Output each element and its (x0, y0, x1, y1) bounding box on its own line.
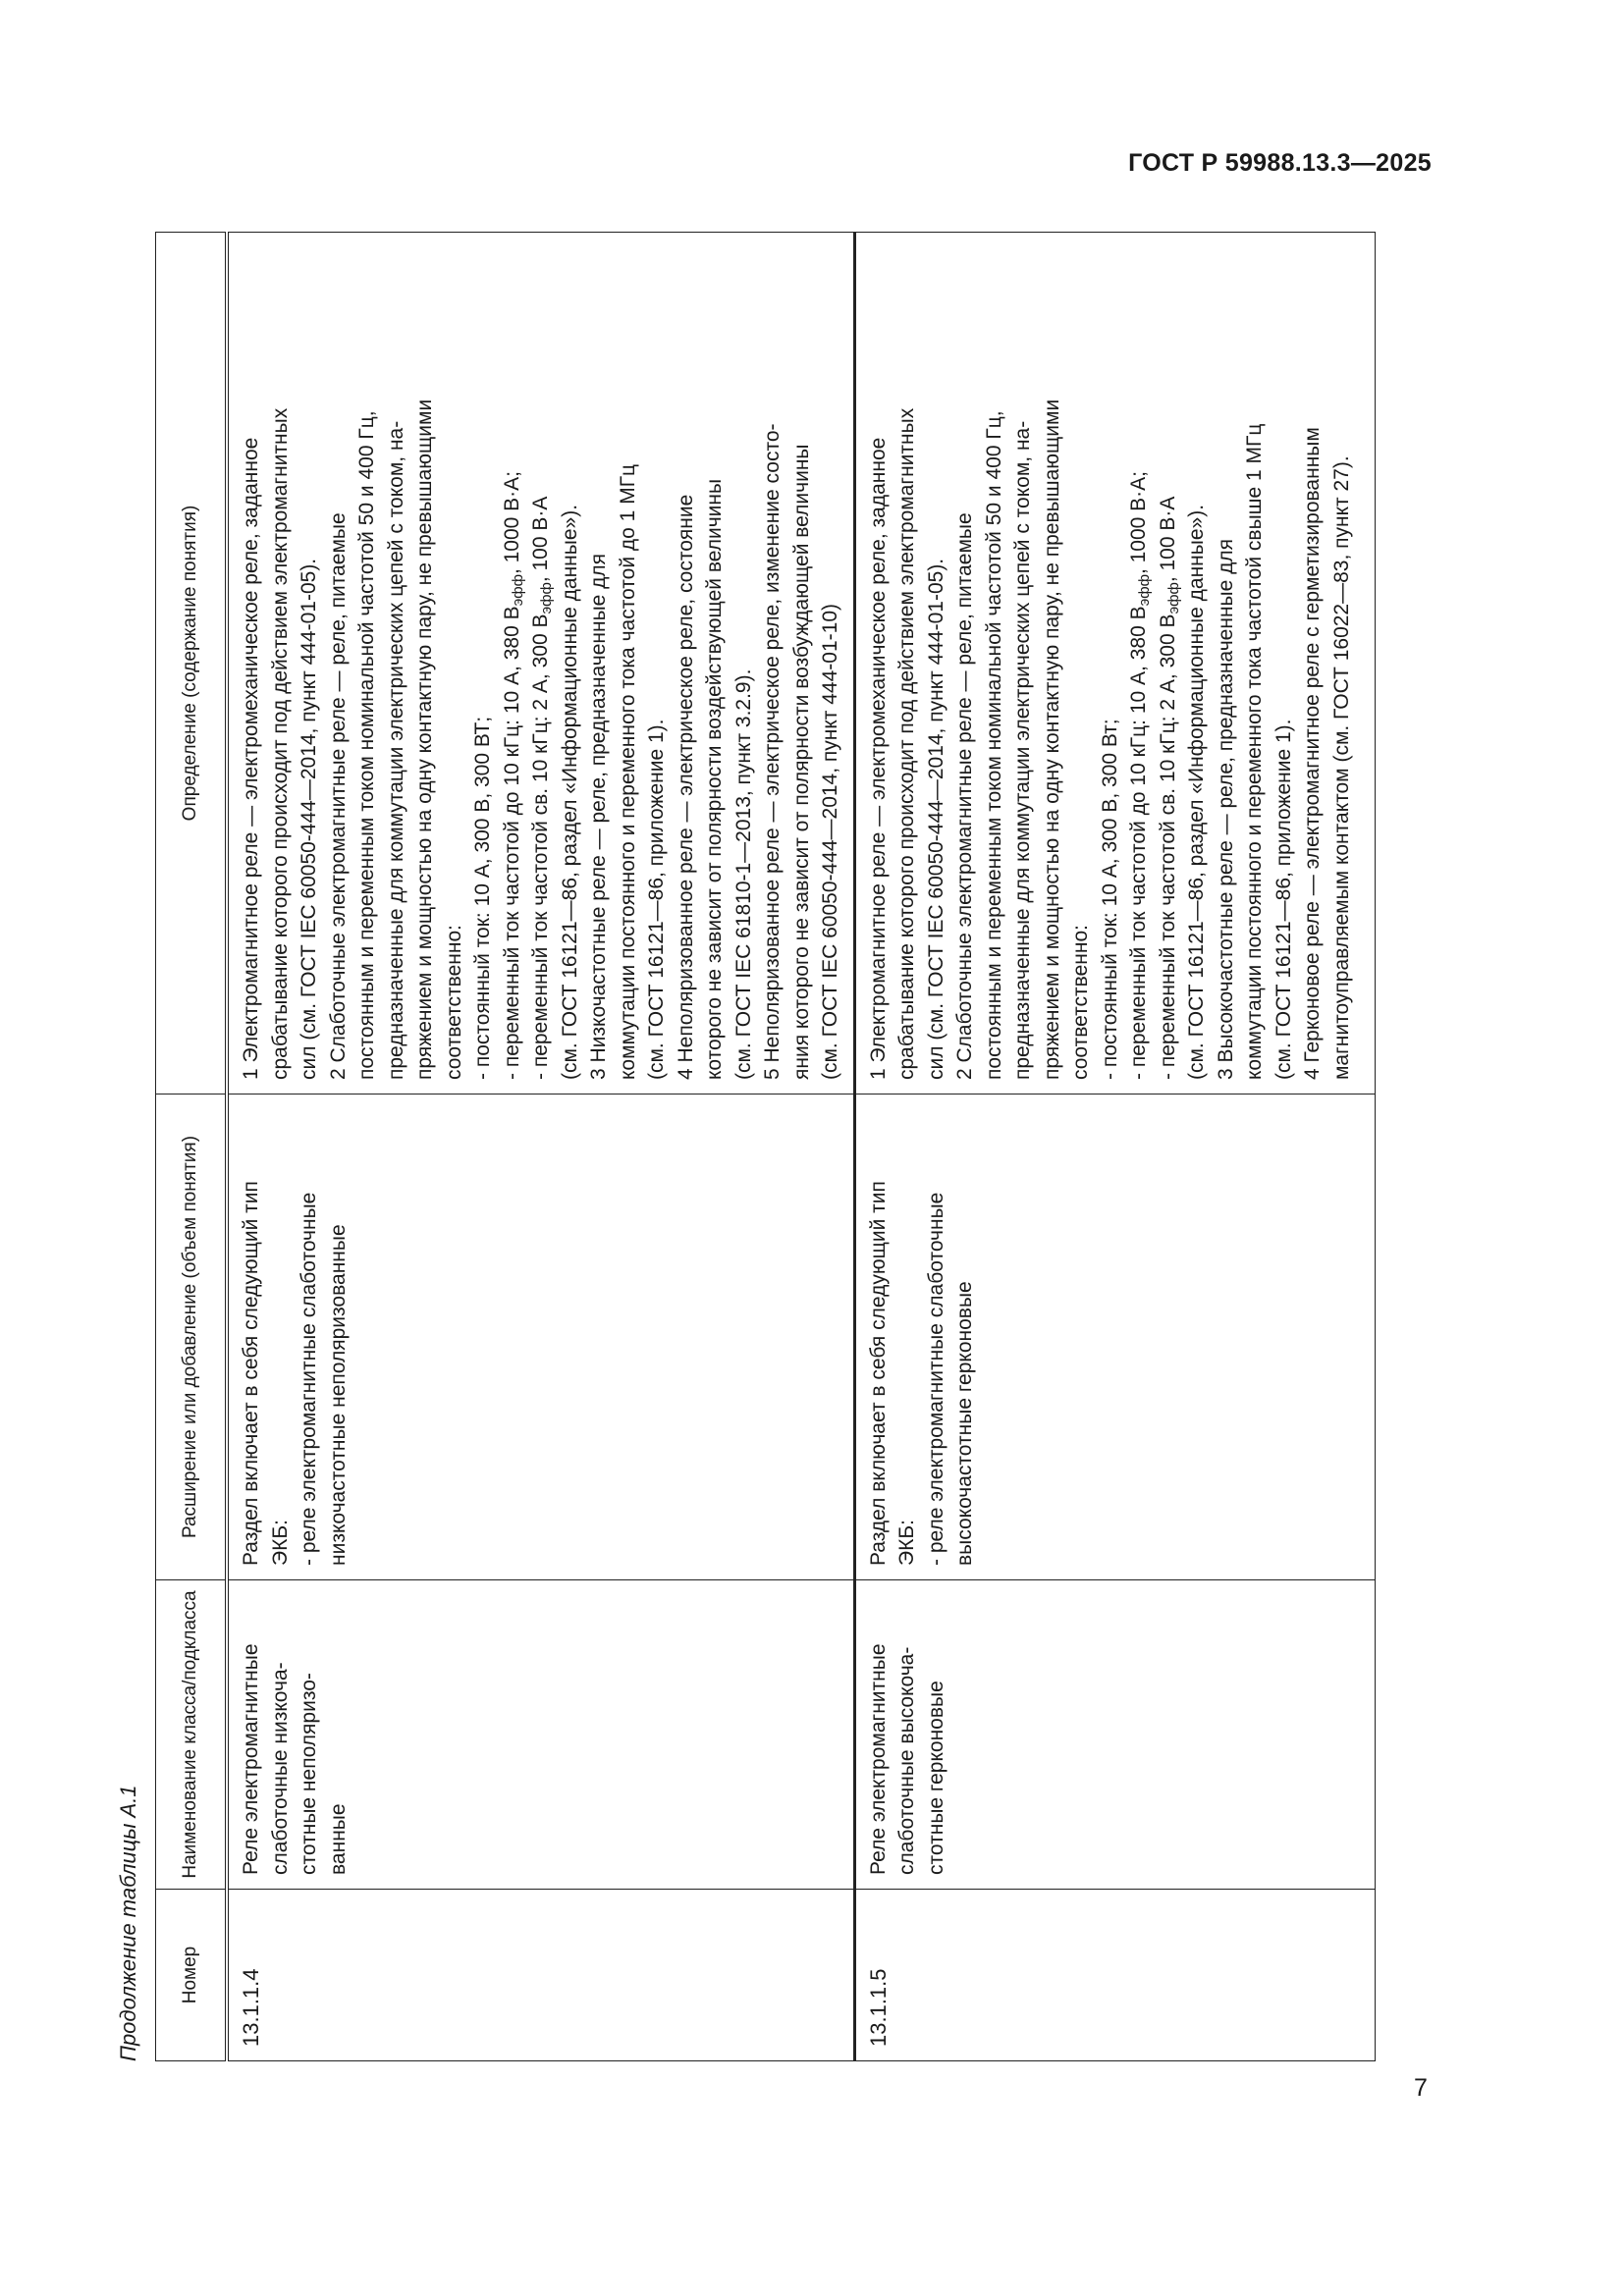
document-code: ГОСТ Р 59988.13.3—2025 (1128, 149, 1432, 177)
page-number: 7 (1414, 2074, 1428, 2102)
definitions-table (155, 232, 1376, 2061)
row-class-name: Реле электромагнитные слаботочные низкоча- стотные неполяризо- ванные (227, 1580, 854, 1890)
row-definition: 1 Электромагнитное реле — электромеханическое реле, заданное срабатывание которого происходит под действием электромагнитных сил (см. ГОСТ IEC 60050-444—2014, пункт 444-01-05). 2 Слаботочные электромагнитные реле — реле, питаемые постоянным и переменным током номинальной частотой 50 и 400 Гц, предназначенные для коммутации электрических цепей с током, на- пряжением и мощностью на одну контактную пару, не превышающими соответственно: - постоянный ток: 10 А, 300 В, 300 ВТ; - переменный ток частотой до 10 кГц: 10 А, 380 $В_{эфф}$, 1000 В·А; - переменный ток частотой св. 10 кГц: 2 А, 300 $В_{эфф}$, 100 В·А (см. ГОСТ 16121—86, раздел «Информационные данные»). 3 Низкочастотные реле — реле, предназначенные для коммутации постоянного и переменного тока частотой до 1 МГц (см. ГОСТ 16121—86, приложение 1). 4 Неполяризованное реле — электрическое реле, состояние которого не зависит от полярности воздействующей величины (см. ГОСТ IEC 61810-1—2013, пункт 3.2.9). 5 Неполяризованное реле — электрическое реле, изменение состо- яния которого не зависит от полярности возбуждающей величины (см. ГОСТ IEC 60050-444—2014, пункт 444-01-10) (227, 233, 854, 1095)
column-header-definition: Определение (содержание понятия) (156, 233, 228, 1095)
table-header-row (156, 233, 228, 2061)
table-continuation-label: Продолжение таблицы А.1 (116, 1785, 140, 2061)
column-header-name: Наименование класса/подкласса (156, 1580, 228, 1890)
row-scope: Раздел включает в себя следующий тип ЭКБ: - реле электромагнитные слаботочные высокочастотные герконовые (854, 1095, 1375, 1580)
rotated-table-region (108, 0, 1394, 2061)
row-scope: Раздел включает в себя следующий тип ЭКБ: - реле электромагнитные слаботочные низкочастотные неполяризованные (227, 1095, 854, 1580)
column-header-scope: Расширение или добавление (объем понятия) (156, 1095, 228, 1580)
column-header-number: Номер (156, 1890, 228, 2061)
row-definition: 1 Электромагнитное реле — электромеханическое реле, заданное срабатывание которого происходит под действием электромагнитных сил (см. ГОСТ IEC 60050-444—2014, пункт 444-01-05). 2 Слаботочные электромагнитные реле — реле, питаемые постоянным и переменным током номинальной частотой 50 и 400 Гц, предназначенные для коммутации электрических цепей с током, на- пряжением и мощностью на одну контактную пару, не превышающими соответственно: - постоянный ток: 10 А, 300 В, 300 Вт; - переменный ток частотой до 10 кГц: 10 А, 380 $В_{эфф}$, 1000 В·А; - переменный ток частотой св. 10 кГц: 2 А, 300 $В_{эфф}$, 100 В·А (см. ГОСТ 16121—86, раздел «Информационные данные»). 3 Высокочастотные реле — реле, предназначенные для коммутации постоянного и переменного тока частотой свыше 1 МГц (см. ГОСТ 16121—86, приложение 1). 4 Герконовое реле — электромагнитное реле с герметизированным магнитоуправляемым контактом (см. ГОСТ 16022—83, пункт 27). (854, 233, 1375, 1095)
row-number: 13.1.1.5 (854, 1890, 1375, 2061)
row-number: 13.1.1.4 (227, 1890, 854, 2061)
table-row (227, 233, 854, 2061)
table-row (854, 233, 1375, 2061)
row-class-name: Реле электромагнитные слаботочные высокоча- стотные герконовые (854, 1580, 1375, 1890)
